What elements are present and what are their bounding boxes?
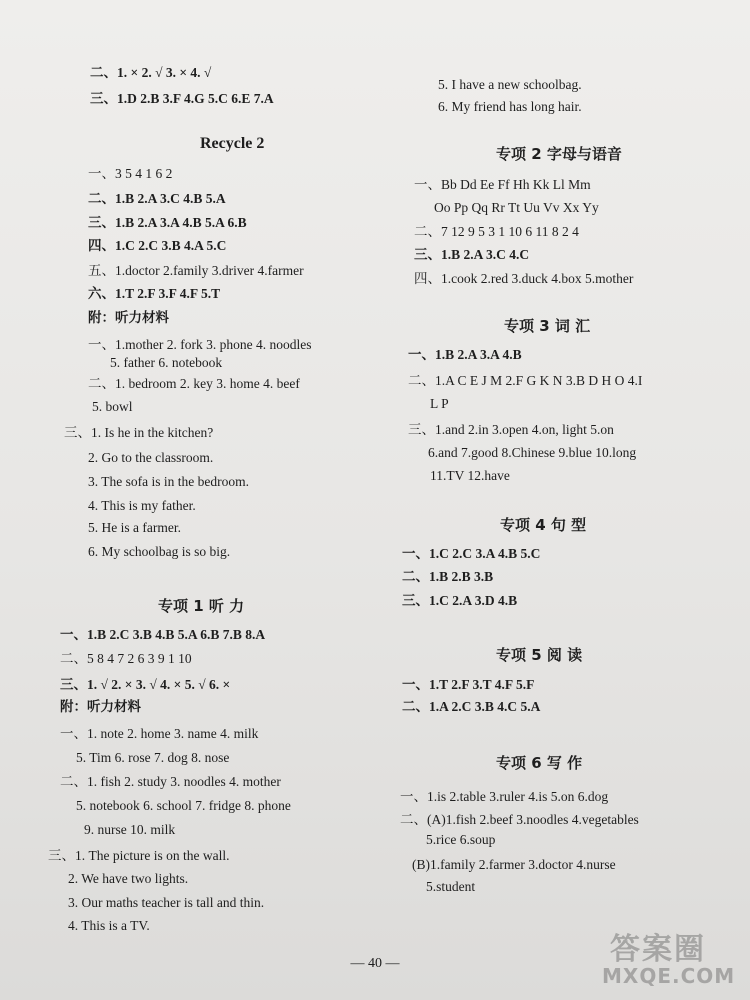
answer-line: 6.and 7.good 8.Chinese 9.blue 10.long [428,445,637,460]
answer-line: 一、1.C 2.C 3.A 4.B 5.C [402,546,541,561]
section-title-topic-5: 专项 5 阅 读 [496,646,583,664]
section-title-topic-1: 专项 1 听 力 [158,597,245,615]
page-number: — 40 — [350,956,400,971]
answer-line: 4. This is a TV. [68,918,150,933]
answer-line: 5.student [426,879,476,894]
answer-line: 5. I have a new schoolbag. [438,77,582,92]
answer-line: 6. My schoolbag is so big. [88,544,231,559]
answer-line: 三、1. The picture is on the wall. [48,848,230,863]
answer-line: 5.rice 6.soup [426,832,496,847]
answer-line: 三、1.C 2.A 3.D 4.B [402,593,518,608]
answer-line: 11.TV 12.have [430,468,510,483]
answer-line: 一、1.is 2.table 3.ruler 4.is 5.on 6.dog [400,789,609,804]
watermark-text: 答案圈 [610,932,706,967]
answer-line: 四、1.cook 2.red 3.duck 4.box 5.mother [414,271,634,286]
answer-line: 9. nurse 10. milk [84,822,176,837]
answer-line: 一、1.mother 2. fork 3. phone 4. noodles [88,337,312,352]
section-title-topic-2: 专项 2 字母与语音 [496,145,622,163]
answer-line: 二、7 12 9 5 3 1 10 6 11 8 2 4 [414,224,579,239]
answer-line: 二、5 8 4 7 2 6 3 9 1 10 [60,651,192,666]
section-title-topic-6: 专项 6 写 作 [496,754,583,772]
section-title-topic-4: 专项 4 句 型 [500,516,587,534]
answer-line: 五、1.doctor 2.family 3.driver 4.farmer [88,263,304,278]
answer-line: 一、Bb Dd Ee Ff Hh Kk Ll Mm [414,177,591,192]
answer-line: 2. Go to the classroom. [88,450,214,465]
answer-line: 一、1.B 2.A 3.A 4.B [408,347,522,362]
answer-line: 三、1. √ 2. × 3. √ 4. × 5. √ 6. × [60,677,231,692]
listening-material-label: 附：听力材料 [60,699,141,714]
answer-line: 3. Our maths teacher is tall and thin. [68,895,265,910]
answer-line: 5. bowl [92,399,133,414]
answer-line: 4. This is my father. [88,498,196,513]
answer-line: 一、1. note 2. home 3. name 4. milk [60,726,259,741]
answer-line: 四、1.C 2.C 3.B 4.A 5.C [88,238,227,253]
answer-line: 二、1. bedroom 2. key 3. home 4. beef [88,376,300,391]
answer-line: 6. My friend has long hair. [438,99,582,114]
answer-line: 一、1.B 2.C 3.B 4.B 5.A 6.B 7.B 8.A [60,627,266,642]
answer-line: 三、1.and 2.in 3.open 4.on, light 5.on [408,422,614,437]
answer-line: Oo Pp Qq Rr Tt Uu Vv Xx Yy [434,200,599,215]
section-title-topic-3: 专项 3 词 汇 [504,317,591,335]
section-title-recycle-2: Recycle 2 [200,135,265,152]
answer-line: 二、1. × 2. √ 3. × 4. √ [90,65,212,80]
answer-line: 3. The sofa is in the bedroom. [88,474,249,489]
answer-line: 三、1. Is he in the kitchen? [64,425,214,440]
answer-line: 二、1.A C E J M 2.F G K N 3.B D H O 4.I [408,373,643,388]
answer-line: 二、1.B 2.B 3.B [402,569,494,584]
watermark-url: MXQE.COM [602,964,736,988]
answer-line: 二、1. fish 2. study 3. noodles 4. mother [60,774,281,789]
answer-line: (B)1.family 2.farmer 3.doctor 4.nurse [412,857,616,872]
answer-line: 三、1.B 2.A 3.C 4.C [414,247,530,262]
answer-line: 5. He is a farmer. [88,520,181,535]
answer-line: 一、3 5 4 1 6 2 [88,166,173,181]
answer-line: 六、1.T 2.F 3.F 4.F 5.T [88,286,221,301]
answer-line: 二、1.B 2.A 3.C 4.B 5.A [88,191,226,206]
answer-line: 5. father 6. notebook [110,355,223,370]
answer-line: 二、1.A 2.C 3.B 4.C 5.A [402,699,541,714]
answer-line: L P [430,396,449,411]
answer-line: 2. We have two lights. [68,871,189,886]
watermark-logo [592,924,742,994]
answer-line: 5. notebook 6. school 7. fridge 8. phone [76,798,291,813]
answer-line: 三、1.B 2.A 3.A 4.B 5.A 6.B [88,215,247,230]
answer-line: 5. Tim 6. rose 7. dog 8. nose [76,750,230,765]
answer-line: 一、1.T 2.F 3.T 4.F 5.F [402,677,535,692]
answer-line: 二、(A)1.fish 2.beef 3.noodles 4.vegetables [400,812,639,827]
answer-line: 三、1.D 2.B 3.F 4.G 5.C 6.E 7.A [90,91,274,106]
listening-material-label: 附：听力材料 [88,310,169,325]
